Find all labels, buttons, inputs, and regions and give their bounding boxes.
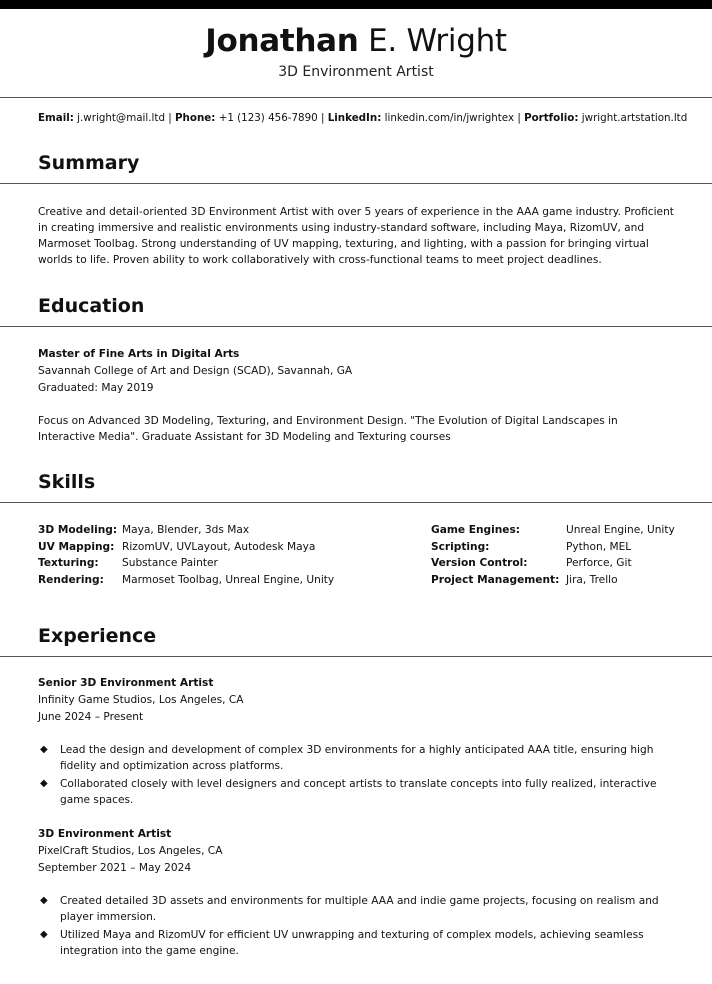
job-role: Senior 3D Environment Artist	[38, 677, 214, 689]
job-entry	[38, 826, 678, 877]
job-company: Infinity Game Studios, Los Angeles, CA	[38, 694, 244, 706]
job-role: 3D Environment Artist	[38, 828, 172, 840]
skill-row	[38, 572, 678, 589]
last-name: E. Wright	[368, 23, 507, 59]
skill-label: Game Engines:	[431, 524, 521, 536]
portfolio-label: Portfolio:	[524, 112, 579, 124]
skill-row	[38, 555, 678, 572]
skill-value: Perforce, Git	[566, 557, 632, 570]
skill-label: Project Management:	[431, 574, 560, 587]
resume-header	[0, 22, 712, 81]
skill-value: Marmoset Toolbag, Unreal Engine, Unity	[122, 574, 335, 587]
job-title: 3D Environment Artist	[278, 64, 434, 80]
job-bullets	[38, 893, 678, 961]
portfolio-value[interactable]: jwright.artstation.ltd	[581, 112, 688, 124]
skills-divider	[0, 502, 712, 503]
skill-value: Jira, Trello	[566, 574, 618, 587]
linkedin-label: LinkedIn:	[327, 112, 382, 124]
skill-value: RizomUV, UVLayout, Autodesk Maya	[122, 540, 316, 553]
bullet-text: Lead the design and development of complex 3D environments for a highly anticipated AAA title, ensuring high fidelity and optimization across platforms.	[60, 744, 654, 772]
first-name: Jonathan	[205, 23, 359, 59]
list-item	[38, 927, 678, 959]
diamond-bullet-icon: ◆	[40, 778, 48, 789]
job-dates: June 2024 – Present	[38, 711, 144, 723]
skill-row	[38, 522, 678, 539]
job-dates: September 2021 – May 2024	[38, 862, 192, 874]
graduation-date: Graduated: May 2019	[38, 382, 154, 394]
linkedin-value[interactable]: linkedin.com/in/jwrightex	[384, 112, 515, 124]
email-value[interactable]: j.wright@mail.ltd	[77, 112, 165, 124]
phone-value[interactable]: +1 (123) 456-7890	[218, 112, 318, 124]
email-label: Email:	[38, 112, 74, 124]
bullet-text: Utilized Maya and RizomUV for efficient UV unwrapping and texturing of complex models, achieving seamless integration into the game engine.	[60, 929, 644, 957]
experience-divider	[0, 656, 712, 657]
skill-row	[38, 539, 678, 556]
diamond-bullet-icon: ◆	[40, 744, 48, 755]
summary-heading: Summary	[38, 152, 140, 174]
separator: |	[317, 112, 328, 124]
skill-label: Scripting:	[431, 540, 490, 553]
contact-line	[38, 110, 688, 126]
skill-value: Substance Painter	[122, 557, 218, 570]
skill-value: Maya, Blender, 3ds Max	[122, 524, 250, 536]
summary-divider	[0, 183, 712, 184]
list-item	[38, 893, 678, 925]
separator: |	[165, 112, 176, 124]
separator: |	[514, 112, 525, 124]
bullet-text: Created detailed 3D assets and environments for multiple AAA and indie game projects, focusing on realism and player immersion.	[60, 895, 659, 923]
education-details: Focus on Advanced 3D Modeling, Texturing, and Environment Design. "The Evolution of Digital Landscapes in Interactive Media". Graduate Assistant for 3D Modeling and Texturing courses	[38, 415, 618, 443]
experience-heading: Experience	[38, 625, 157, 647]
skills-heading: Skills	[38, 471, 96, 493]
skill-label: 3D Modeling:	[38, 524, 118, 536]
bullet-text: Collaborated closely with level designers and concept artists to translate concepts into fully realized, interactive game spaces.	[60, 778, 657, 806]
skill-value: Unreal Engine, Unity	[566, 524, 675, 536]
job-company: PixelCraft Studios, Los Angeles, CA	[38, 845, 223, 857]
skill-value: Python, MEL	[566, 540, 632, 553]
skill-label: Rendering:	[38, 574, 104, 587]
skill-label: UV Mapping:	[38, 540, 115, 553]
skills-grid	[38, 522, 678, 589]
school: Savannah College of Art and Design (SCAD), Savannah, GA	[38, 365, 353, 377]
education-divider	[0, 326, 712, 327]
job-bullets	[38, 742, 678, 810]
header-divider	[0, 97, 712, 98]
diamond-bullet-icon: ◆	[40, 929, 48, 940]
list-item	[38, 776, 678, 808]
candidate-name	[0, 22, 712, 60]
job-entry	[38, 675, 678, 726]
education-heading: Education	[38, 295, 145, 317]
list-item	[38, 742, 678, 774]
education-entry	[38, 346, 678, 397]
phone-label: Phone:	[175, 112, 216, 124]
degree: Master of Fine Arts in Digital Arts	[38, 348, 240, 360]
skill-label: Version Control:	[431, 557, 528, 570]
diamond-bullet-icon: ◆	[40, 895, 48, 906]
skill-label: Texturing:	[38, 557, 99, 570]
top-bar	[0, 0, 712, 9]
summary-text: Creative and detail-oriented 3D Environment Artist with over 5 years of experience in the AAA game industry. Proficient in creating immersive and realistic environments using industry-standard software, including Maya, RizomUV, and Marmoset Toolbag. Strong understanding of UV mapping, texturing, and lighting, with a passion for bringing virtual worlds to life. Proven ability to work collaboratively with cross-functional teams to meet project deadlines.	[38, 206, 674, 266]
